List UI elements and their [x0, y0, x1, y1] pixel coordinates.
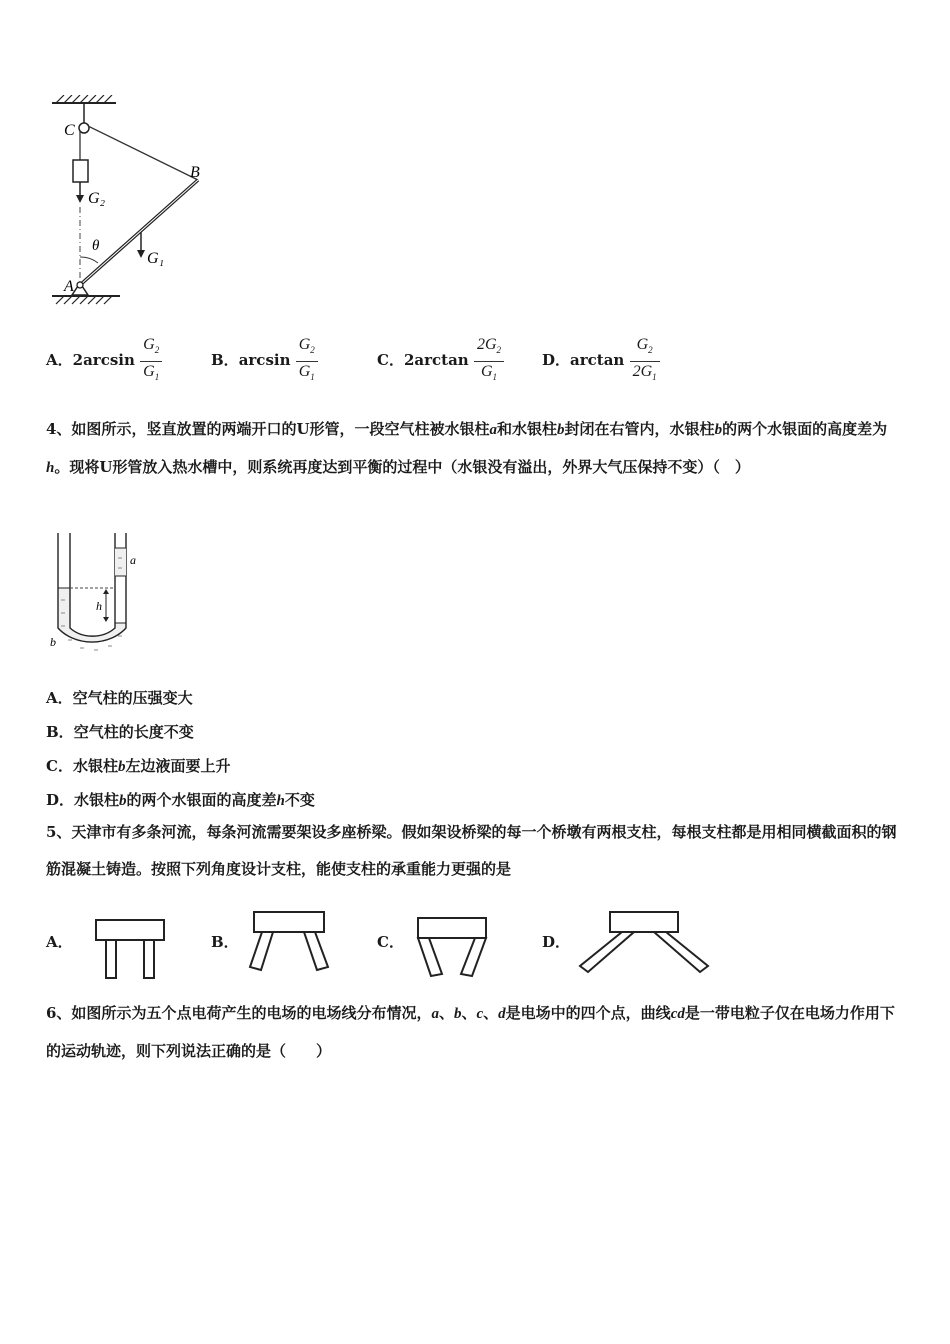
- label-B: B: [190, 164, 200, 181]
- q3-option-b[interactable]: B．arcsin $\frac{G_2}{G_1}$: [211, 336, 318, 386]
- q5-option-c-figure[interactable]: [414, 916, 490, 978]
- q3-option-c[interactable]: C．2arctan $\frac{2G_2}{G_1}$: [377, 336, 504, 386]
- fraction: $\frac{G_2}{G_1}$: [140, 336, 162, 386]
- label-G1: G₁: [147, 250, 165, 267]
- q4-stem: 4、如图所示，竖直放置的两端开口的U形管，一段空气柱被水银柱a和水银柱b封闭在右管内，水银柱b的两个水银面的高度差为h。现将U形管放入热水槽中，则系统再度达到平衡的过程中（水银没有溢出，外界大气压保持不变）（ ）: [46, 420, 888, 476]
- q5-option-d-figure[interactable]: [578, 910, 710, 976]
- fraction: $\frac{G_2}{2G_1}$: [630, 336, 660, 386]
- label-A: A: [64, 278, 74, 295]
- q3-option-a[interactable]: A．2arcsin $\frac{G_2}{G_1}$: [46, 336, 162, 386]
- q4-option-c[interactable]: C．水银柱b左边液面要上升: [46, 757, 231, 775]
- q4-u-tube-figure: [48, 528, 148, 668]
- q5-option-c-label[interactable]: C．: [377, 933, 404, 951]
- q4-option-b[interactable]: B．空气柱的长度不变: [46, 723, 194, 741]
- q5-stem: 5、天津市有多条河流，每条河流需要架设多座桥梁。假如架设桥梁的每一个桥墩有两根支柱，每根支柱都是用相同横截面积的钢筋混凝土铸造。按照下列角度设计支柱，能使支柱的承重能力更强的是: [46, 823, 897, 878]
- q6-stem: 6、如图所示为五个点电荷产生的电场的电场线分布情况，a、b、c、d是电场中的四个点，曲线cd是一带电粒子仅在电场力作用下的运动轨迹，则下列说法正确的是（ ）: [46, 1004, 895, 1060]
- q5-option-a-figure[interactable]: [94, 918, 166, 980]
- q5-option-b-label[interactable]: B．: [211, 933, 239, 951]
- q5-option-d-label[interactable]: D．: [542, 933, 571, 951]
- label-theta: θ: [92, 238, 100, 254]
- q4-option-a[interactable]: A．空气柱的压强变大: [46, 689, 193, 707]
- label-h: h: [96, 599, 102, 613]
- fraction: $\frac{G_2}{G_1}$: [296, 336, 318, 386]
- q4-option-d[interactable]: D．水银柱b的两个水银面的高度差h不变: [46, 791, 315, 809]
- label-b: b: [50, 635, 56, 649]
- q3-figure: [40, 95, 220, 320]
- q5-option-b-figure[interactable]: [246, 910, 330, 974]
- label-a: a: [130, 553, 136, 567]
- label-G2: G₂: [88, 190, 106, 207]
- q3-option-d[interactable]: D．arctan $\frac{G_2}{2G_1}$: [542, 336, 660, 386]
- fraction: $\frac{2G_2}{G_1}$: [474, 336, 504, 386]
- label-C: C: [64, 122, 75, 139]
- q5-option-a-label[interactable]: A．: [46, 933, 73, 951]
